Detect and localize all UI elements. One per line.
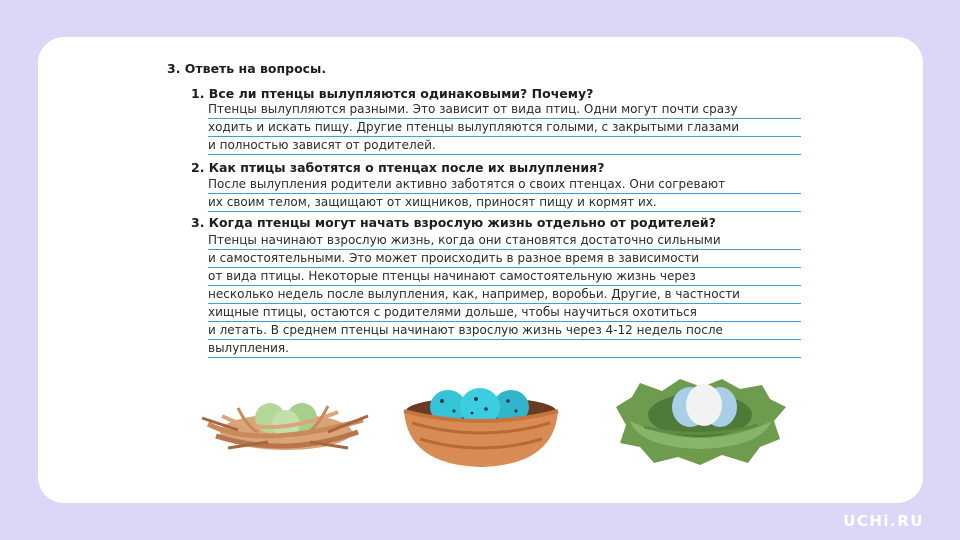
question-2: 2. Как птицы заботятся о птенцах после их вылупления? (191, 160, 605, 175)
brand-logo: UCHi.RU (843, 512, 924, 530)
answer-1-line-1: Птенцы вылупляются разными. Это зависит от вида птиц. Одни могут почти сразу (208, 101, 801, 119)
answer-3-line-6: и летать. В среднем птенцы начинают взрослую жизнь через 4-12 недель после (208, 322, 801, 340)
answer-3-line-5: хищные птицы, остаются с родителями дольше, чтобы научиться охотиться (208, 304, 801, 322)
question-3: 3. Когда птенцы могут начать взрослую жизнь отдельно от родителей? (191, 215, 716, 230)
answer-3-line-7: вылупления. (208, 340, 801, 358)
answer-3-line-1: Птенцы начинают взрослую жизнь, когда они становятся достаточно сильными (208, 232, 801, 250)
bowl-nest-with-speckled-teal-eggs-icon (398, 383, 564, 471)
answer-3-line-3: от вида птицы. Некоторые птенцы начинают самостоятельную жизнь через (208, 268, 801, 286)
task-title: 3. Ответь на вопросы. (167, 61, 327, 76)
nest-with-green-eggs-icon (198, 388, 373, 460)
answer-1-line-3: и полностью зависят от родителей. (208, 137, 801, 155)
answer-3-line-2: и самостоятельными. Это может происходить в разное время в зависимости (208, 250, 801, 268)
answer-2-line-2: их своим телом, защищают от хищников, приносят пищу и кормят их. (208, 194, 801, 212)
green-nest-with-white-and-blue-eggs-icon (610, 377, 790, 467)
answer-1-line-2: ходить и искать пищу. Другие птенцы вылупляются голыми, с закрытыми глазами (208, 119, 801, 137)
answer-3-line-4: несколько недель после вылупления, как, например, воробьи. Другие, в частности (208, 286, 801, 304)
question-1: 1. Все ли птенцы вылупляются одинаковыми? Почему? (191, 86, 594, 101)
answer-2-line-1: После вылупления родители активно заботятся о своих птенцах. Они согревают (208, 176, 801, 194)
